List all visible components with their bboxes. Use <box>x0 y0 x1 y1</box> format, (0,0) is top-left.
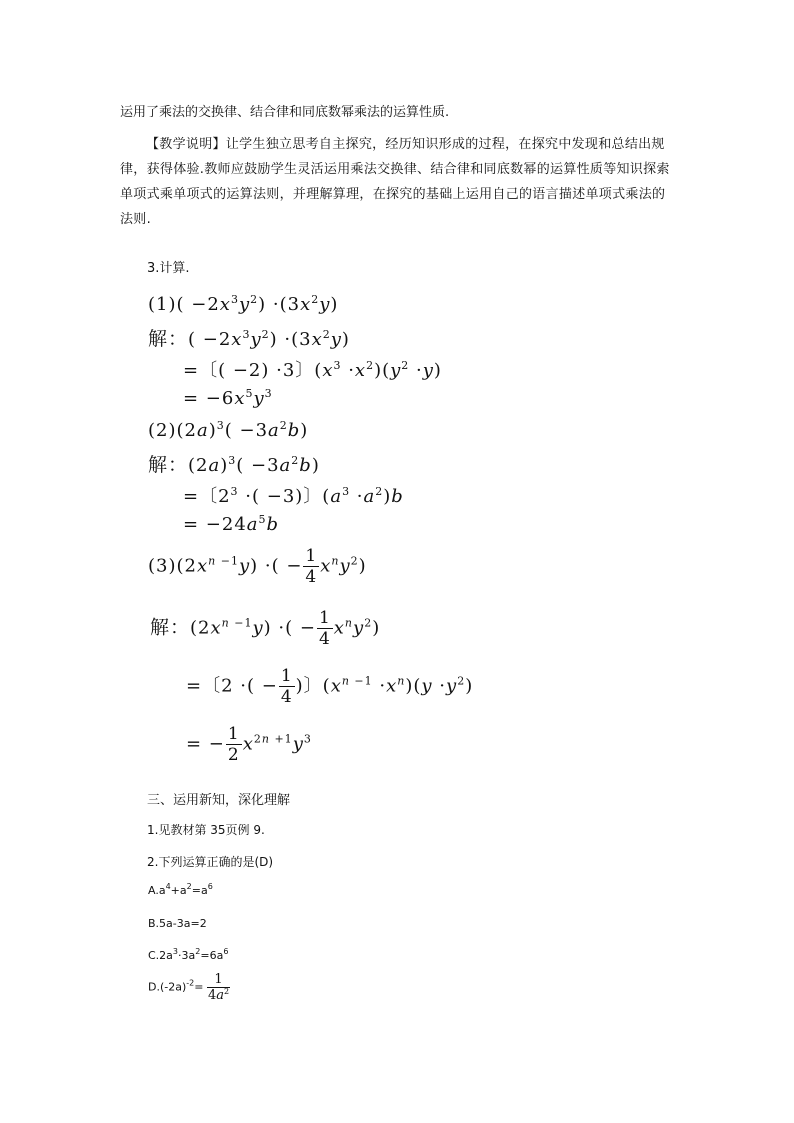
paragraph-intro: 运用了乘法的交换律、结合律和同底数幂乘法的运算性质. <box>120 105 450 120</box>
teaching-note-paragraph <box>120 132 676 232</box>
question-2: 2.下列运算正确的是(D) <box>147 855 274 869</box>
option-a: $A.a^4+a^2=a^6$ <box>148 882 213 897</box>
fraction-one-half: $\frac{1}{2}$ <box>227 724 240 765</box>
fraction-one-quarter: $\frac{1}{4}$ <box>305 546 318 587</box>
solution-1-line-2: =〔( −2) ·3〕$(x^3 \cdot x^2)(y^2 \cdot y)$ <box>183 359 442 381</box>
solution-label: 解： <box>148 328 189 350</box>
teaching-note-text: 让学生独立思考自主探究，经历知识形成的过程，在探究中发现和总结出规律，获得体验.教师应鼓励学生灵活运用乘法交换律、结合律和同底数幂的运算性质等知识探索单项式乘单项式的运算法则，并理解算理，在探究的基础上运用自己的语言描述单项式乘法的法则. <box>120 137 670 227</box>
solution-3-line-1: 解：$(2x^{n -1}y)$ ·( − $\frac{1}{4}$ $x^ny^2$) <box>150 608 381 649</box>
solution-3-line-3: = − $\frac{1}{2}$ $x^{2n +1}y^3$ <box>186 724 312 765</box>
question-1: 1.见教材第 35页例 9. <box>147 823 265 837</box>
solution-2-line-1: 解：$(2a)^3( -3a^2b)$ <box>148 454 320 476</box>
solution-2-line-3: = $-24a^5b$ <box>183 513 280 535</box>
fraction-one-over-4a2: $\frac{1}{4a^2}$ <box>207 972 230 1003</box>
solution-2-line-2: =〔$2^3$ ·( −3)〕$(a^3 \cdot a^2)b$ <box>183 485 404 507</box>
solution-1-line-1: 解：( $-2x^3y^2) \cdot(3x^2y)$ <box>148 328 350 350</box>
solution-label: 解： <box>148 454 189 476</box>
problem-3: $(3)(2x^{n -1}y)$ ·( − $\frac{1}{4}$ $x^ny^2$) <box>148 546 367 587</box>
option-c: $C.2a^3\cdot 3a^2=6a^6$ <box>148 947 229 962</box>
option-d: $D.(-2a)^{-2}=$ $\frac{1}{4a^2}$ <box>148 972 230 1003</box>
fraction-one-quarter: $\frac{1}{4}$ <box>318 608 331 649</box>
section-heading: 三、运用新知，深化理解 <box>147 793 291 808</box>
teaching-note-tag: 【教学说明】 <box>146 137 226 152</box>
solution-1-line-3: = $-6x^5y^3$ <box>183 387 273 409</box>
solution-3-line-2: =〔2 ·( − $\frac{1}{4}$ )〕$(x^{n -1} \cdot x^n)(y \cdot y^2)$ <box>186 666 474 707</box>
fraction-one-quarter: $\frac{1}{4}$ <box>280 666 293 707</box>
option-b: B.5a-3a=2 <box>148 917 207 930</box>
problem-2: $(2)(2a)^3( -3a^2b)$ <box>148 419 309 441</box>
problem-1: $(1)( -2x^3y^2) \cdot(3x^2y)$ <box>148 293 339 315</box>
solution-label: 解： <box>150 616 191 639</box>
item-3-heading: 3.计算. <box>147 261 190 276</box>
